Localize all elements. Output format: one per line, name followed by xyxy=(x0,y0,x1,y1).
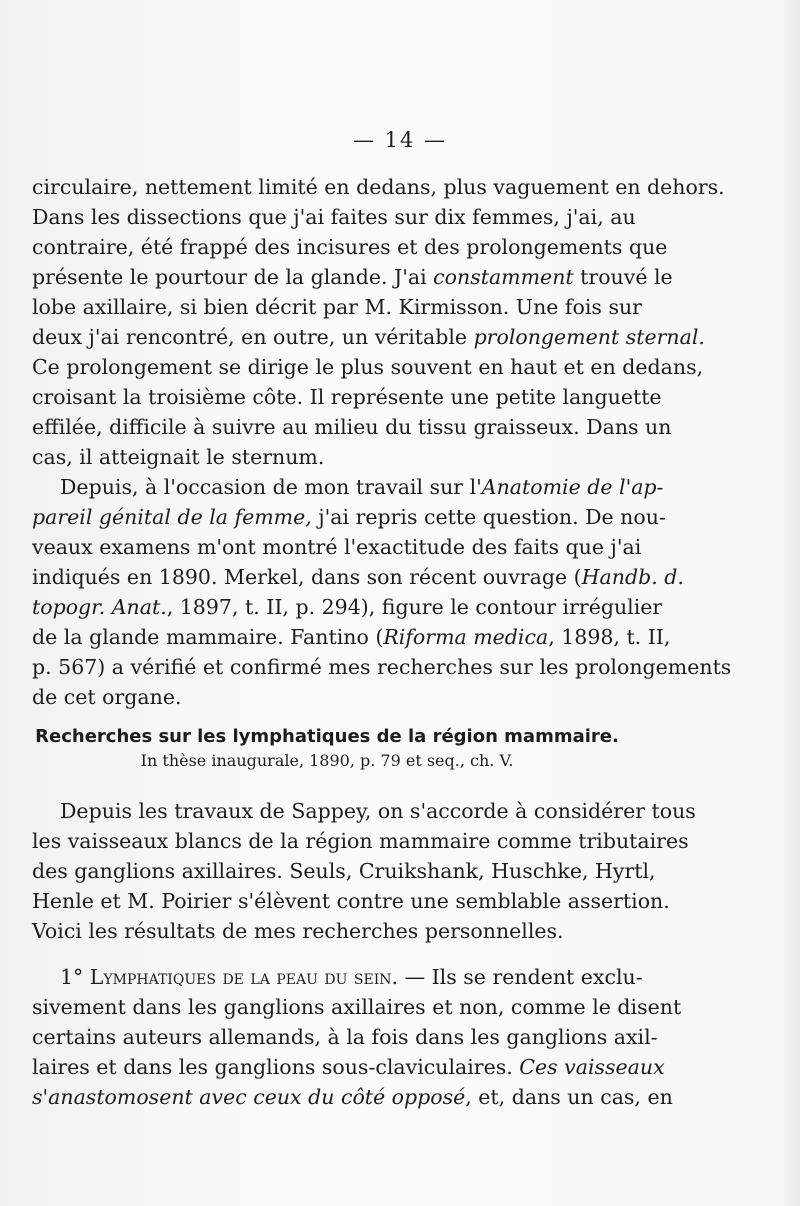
text-line: laires et dans les ganglions sous-claviculaires. Ces vaisseaux xyxy=(32,1055,665,1079)
text-line: des ganglions axillaires. Seuls, Cruikshank, Huschke, Hyrtl, xyxy=(32,859,656,883)
text-line: certains auteurs allemands, à la fois dans les ganglions axil- xyxy=(32,1025,658,1049)
section-subheading: In thèse inaugurale, 1890, p. 79 et seq., ch. V. xyxy=(140,751,514,770)
text-line: de la glande mammaire. Fantino (Riforma medica, 1898, t. II, xyxy=(32,625,671,649)
text-line: Depuis, à l'occasion de mon travail sur l'Anatomie de l'ap- xyxy=(60,475,664,499)
text-line: circulaire, nettement limité en dedans, plus vaguement en dehors. xyxy=(32,175,725,199)
text-line: Voici les résultats de mes recherches personnelles. xyxy=(32,919,564,943)
text-line: veaux examens m'ont montré l'exactitude des faits que j'ai xyxy=(32,535,642,559)
text-line: Ce prolongement se dirige le plus souvent en haut et en dedans, xyxy=(32,355,704,379)
page-number: — 14 — xyxy=(352,128,448,152)
subsection-lead: 1° Lymphatiques de la peau du sein. xyxy=(60,965,399,989)
text-line: pareil génital de la femme, j'ai repris cette question. De nou- xyxy=(32,505,666,529)
text-line: croisant la troisième côte. Il représente une petite languette xyxy=(32,385,662,409)
text-line: deux j'ai rencontré, en outre, un véritable prolongement sternal. xyxy=(32,325,705,349)
text-line: effilée, difficile à suivre au milieu du tissu graisseux. Dans un xyxy=(32,415,672,439)
text-line: contraire, été frappé des incisures et des prolongements que xyxy=(32,235,668,259)
text-line: Dans les dissections que j'ai faites sur dix femmes, j'ai, au xyxy=(32,205,636,229)
text-line: 1° Lymphatiques de la peau du sein. — Ils se rendent exclu- xyxy=(60,965,643,989)
text-line: présente le pourtour de la glande. J'ai constamment trouvé le xyxy=(32,265,673,289)
section-heading: Recherches sur les lymphatiques de la région mammaire. xyxy=(35,726,619,747)
text-line: de cet organe. xyxy=(32,685,182,709)
text-line: les vaisseaux blancs de la région mammaire comme tributaires xyxy=(32,829,689,853)
text-line: cas, il atteignait le sternum. xyxy=(32,445,325,469)
text-line: p. 567) a vérifié et confirmé mes recherches sur les prolongements xyxy=(32,655,732,679)
text-line: s'anastomosent avec ceux du côté opposé, et, dans un cas, en xyxy=(32,1085,673,1109)
text-line: Henle et M. Poirier s'élèvent contre une semblable assertion. xyxy=(32,889,670,913)
text-line: topogr. Anat., 1897, t. II, p. 294), figure le contour irrégulier xyxy=(32,595,663,619)
text-line: Depuis les travaux de Sappey, on s'accorde à considérer tous xyxy=(60,799,696,823)
text-line: indiqués en 1890. Merkel, dans son récent ouvrage (Handb. d. xyxy=(32,565,684,589)
text-line: sivement dans les ganglions axillaires et non, comme le disent xyxy=(32,995,682,1019)
text-line: lobe axillaire, si bien décrit par M. Kirmisson. Une fois sur xyxy=(32,295,642,319)
